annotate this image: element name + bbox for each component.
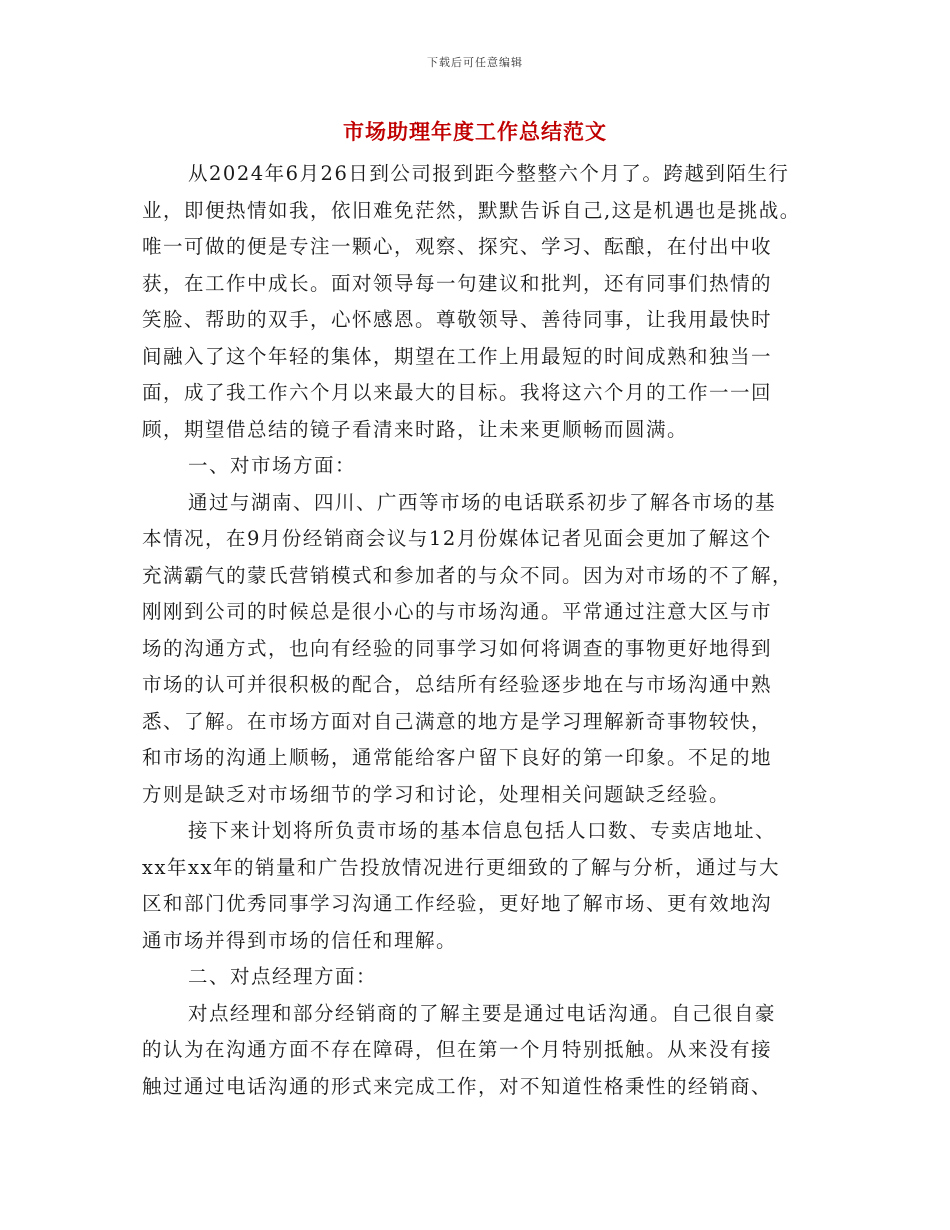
document-body (142, 156, 810, 1105)
header-note: 下载后可任意编辑 (427, 56, 523, 69)
text-line: 通过与湖南、四川、广西等市场的电话联系初步了解各市场的基 (188, 490, 777, 514)
text-line: 触过通过电话沟通的形式来完成工作，对不知道性格秉性的经销商、 (142, 1074, 773, 1098)
text-line: 通市场并得到市场的信任和理解。 (142, 928, 458, 952)
text-line: 笑脸、帮助的双手，心怀感恩。尊敬领导、善待同事，让我用最快时 (142, 308, 773, 331)
text-line: 区和部门优秀同事学习沟通工作经验，更好地了解市场、更有效地沟 (142, 892, 773, 915)
text-line: 和市场的沟通上顺畅，通常能给客户留下良好的第一印象。不足的地 (142, 746, 773, 769)
text-line: 对点经理和部分经销商的了解主要是通过电话沟通。自己很自豪 (188, 1001, 777, 1025)
text-line: 的认为在沟通方面不存在障碍，但在第一个月特别抵触。从来没有接 (142, 1038, 773, 1061)
text-line: 唯一可做的便是专注一颗心，观察、探究、学习、酝酿，在付出中收 (142, 235, 773, 258)
text-line: 场的沟通方式，也向有经验的同事学习如何将调查的事物更好地得到 (142, 636, 773, 660)
text-line: 市场的认可并很积极的配合，总结所有经验逐步地在与市场沟通中熟 (142, 673, 773, 696)
text-line: 一、对市场方面： (188, 454, 357, 477)
text-line: 接下来计划将所负责市场的基本信息包括人口数、专卖店地址、 (188, 819, 777, 842)
text-line: 面，成了我工作六个月以来最大的目标。我将这六个月的工作一一回 (142, 381, 773, 404)
text-line: xx年xx年的销量和广告投放情况进行更细致的了解与分析，通过与大 (142, 855, 780, 879)
text-line: 本情况，在9月份经销商会议与12月份媒体记者见面会更加了解这个 (142, 527, 772, 550)
text-line: 从2024年6月26日到公司报到距今整整六个月了。跨越到陌生行 (188, 162, 790, 185)
text-line: 刚刚到公司的时候总是很小心的与市场沟通。平常通过注意大区与市 (142, 600, 773, 623)
text-line: 方则是缺乏对市场细节的学习和讨论，处理相关问题缺乏经验。 (142, 782, 731, 806)
text-line: 二、对点经理方面： (188, 965, 378, 988)
text-line: 间融入了这个年轻的集体，期望在工作上用最短的时间成熟和独当一 (142, 344, 773, 368)
text-line: 获，在工作中成长。面对领导每一句建议和批判，还有同事们热情的 (142, 271, 773, 295)
document-title: 市场助理年度工作总结范文 (343, 119, 607, 144)
text-line: 充满霸气的蒙氏营销模式和参加者的与众不同。因为对市场的不了解， (142, 563, 794, 587)
text-line: 悉、了解。在市场方面对自己满意的地方是学习理解新奇事物较快， (142, 709, 773, 733)
text-line: 顾，期望借总结的镜子看清来时路，让未来更顺畅而圆满。 (142, 417, 689, 441)
text-line: 业，即便热情如我，依旧难免茫然，默默告诉自己,这是机遇也是挑战。 (142, 198, 801, 222)
